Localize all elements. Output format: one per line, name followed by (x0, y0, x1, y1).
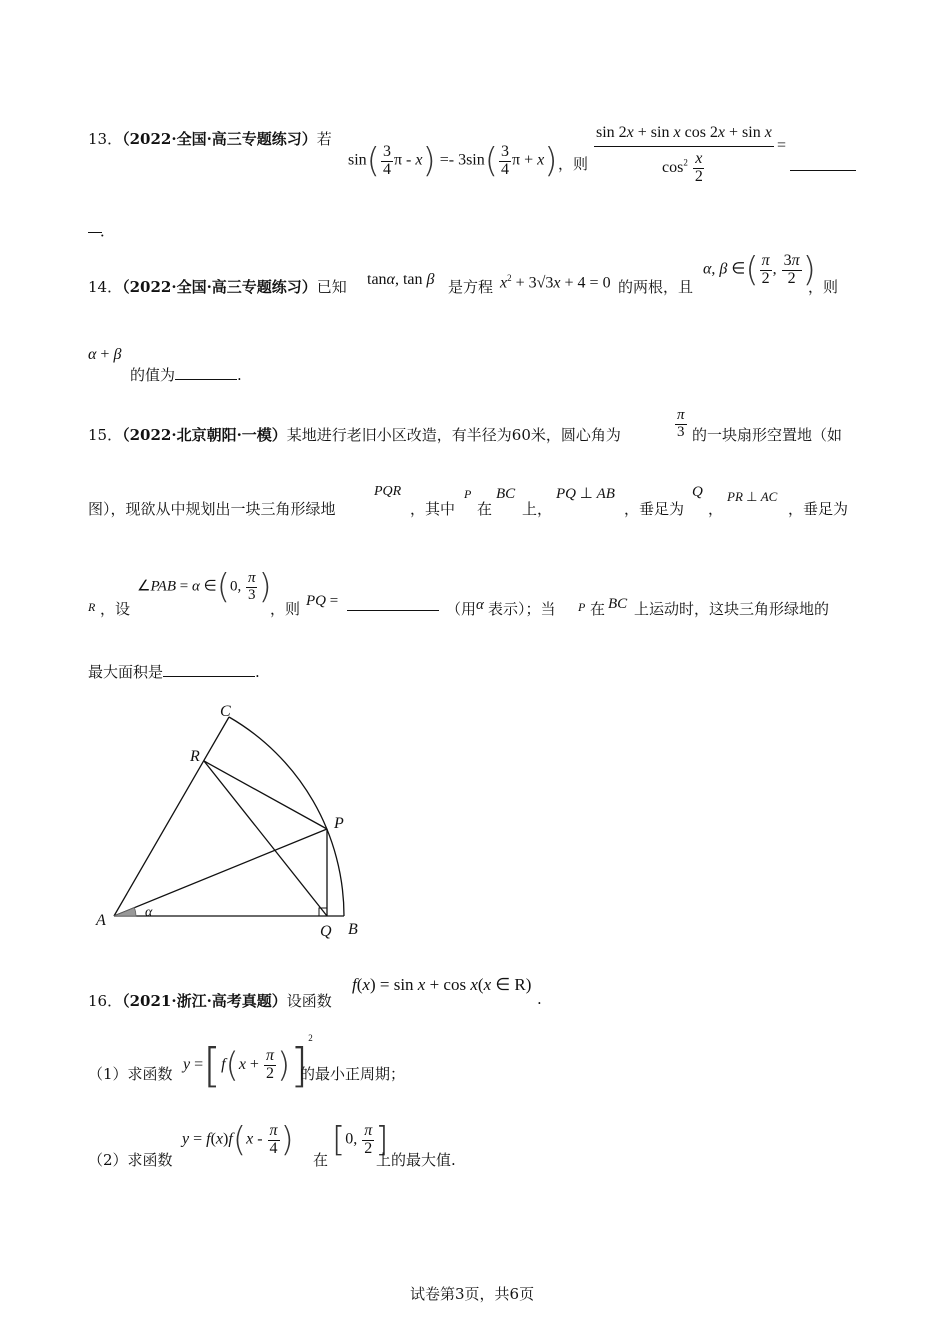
q15-angle-pab: ∠PAB = α ∈(0, $\frac{\pi}{3}$ ) (137, 567, 272, 607)
q15-answer-blank-2[interactable] (163, 662, 255, 677)
question-16 (88, 990, 332, 1011)
q16-part-2-mid: 在 (313, 1151, 329, 1169)
label-q: Q (320, 923, 332, 940)
q15-text-15: 上运动时，这块三角形绿地的 (634, 600, 830, 618)
q15-pr-perp-ac: PR ⊥ AC (727, 489, 778, 504)
q14-interval: α, β ∈( $\frac{\pi}{2}$ , $\frac{3\pi}{2}$ ) (703, 250, 816, 290)
q15-p-1: P (464, 487, 472, 501)
q13-equation: sin( $\frac{3}{4}$ π - x) =- 3sin( $\frac{3}{4}$ π + x) (348, 141, 558, 181)
q16-part-1-prefix: （1）求函数 (88, 1065, 173, 1083)
q14-tan-alpha-beta: tanα, tan β (367, 271, 435, 288)
question-13 (88, 128, 332, 149)
q15-text-2: 的一块扇形空置地（如 (692, 426, 843, 444)
q15-text-4: ，其中 (410, 500, 456, 518)
q15-r: R (88, 600, 96, 614)
q14-source: （2022·全国·高三专题练习） (122, 278, 317, 296)
q15-pq-perp-ab: PQ ⊥ AB (556, 486, 615, 502)
q16-part-1-expression: y =[f(x + $\frac{\pi}{2}$ )]$^2$ (183, 1033, 313, 1093)
q15-line-4: 最大面积是 . (88, 663, 260, 681)
q15-text-14: 在 (590, 600, 606, 618)
segment-ap (114, 829, 327, 916)
q14-text-2: 是方程 (448, 278, 494, 296)
q16-part-2-prefix: （2）求函数 (88, 1151, 173, 1169)
q13-text-1: 若 (316, 130, 332, 148)
q14-alpha-plus-beta: α + β (88, 346, 122, 363)
q13-source: （2022·全国·高三专题练习） (122, 130, 317, 148)
q15-arc-bc-2: BC (608, 596, 628, 612)
q15-source: （2022·北京朝阳·一模） (122, 426, 287, 444)
q13-text-2: ，则 (558, 155, 589, 173)
q14-answer-blank[interactable] (175, 365, 237, 380)
q16-number: 16． (88, 992, 123, 1010)
q16-part-2-expression: y = f(x)f(x - $\frac{\pi}{4}$ ) (182, 1120, 294, 1160)
q15-q: Q (692, 484, 703, 500)
q13-equals: = (777, 137, 787, 154)
q15-pqr: PQR (374, 484, 402, 499)
label-a: A (96, 912, 106, 929)
question-15 (88, 424, 621, 445)
q15-answer-blank-1[interactable] (347, 596, 439, 611)
label-b: B (348, 921, 358, 938)
q13-fraction-expression: sin 2x + sin x cos 2x + sin x $\cos^2$ $\frac{x}{2}$ (596, 124, 772, 185)
q16-part-1-suffix: 的最小正周期； (300, 1065, 406, 1083)
sector-figure (90, 698, 380, 948)
q13-text-3: ． (100, 222, 116, 240)
q14-text-5: 的值为 . (130, 366, 242, 384)
q15-text-3: 图），现欲从中规划出一块三角形绿地 (88, 500, 336, 518)
q16-source: （2021·浙江·高考真题） (122, 992, 287, 1010)
q14-text-4: ，则 (808, 278, 839, 296)
q16-part-2-suffix: 上的最大值. (376, 1151, 456, 1169)
q15-pq-equals: PQ = (306, 593, 339, 609)
q15-text-9: ，垂足为 (788, 500, 849, 518)
q14-number: 14． (88, 278, 123, 296)
q16-text-2: . (537, 990, 542, 1008)
segment-ac (114, 717, 229, 916)
q15-alpha: α (476, 597, 484, 613)
q15-text-7: ，垂足为 (624, 500, 685, 518)
label-alpha: α (145, 905, 153, 920)
q16-function: f(x) = sin x + cos x(x ∈ R) (352, 975, 532, 994)
q15-text-10: ，设 (100, 600, 131, 618)
segment-pr (204, 761, 327, 829)
q14-equation: $x^2 + 3√3x + 4 = 0$ (500, 273, 611, 292)
q15-p-2: P (578, 600, 586, 614)
q14-text-1: 已知 (316, 278, 347, 296)
q15-text-8: ， (708, 500, 724, 518)
q15-text-12: （用 (446, 600, 477, 618)
q16-part-2-interval: [0, $\frac{\pi}{2}$ ] (332, 1120, 389, 1160)
page-footer: 试卷第3页，共6页 (410, 1285, 535, 1303)
q15-pi-over-3: $\frac{\pi}{3}$ (677, 407, 685, 440)
q15-text-1: 某地进行老旧小区改造，有半径为60米，圆心角为 (286, 426, 621, 444)
q15-text-11: ，则 (270, 600, 301, 618)
label-c: C (220, 703, 231, 720)
q15-text-6: 上， (522, 500, 553, 518)
q16-text-1: 设函数 (286, 992, 332, 1010)
label-r: R (190, 748, 200, 765)
question-14 (88, 276, 347, 297)
angle-alpha-mark (114, 908, 136, 916)
q15-number: 15． (88, 426, 123, 444)
q13-answer-blank[interactable] (790, 156, 856, 171)
q14-text-3: 的两根，且 (618, 278, 694, 296)
q13-number: 13． (88, 130, 123, 148)
segment-rq (204, 761, 327, 916)
q15-text-5: 在 (477, 500, 493, 518)
q15-text-13: 表示）；当 (488, 600, 556, 618)
label-p: P (334, 815, 344, 832)
q15-arc-bc-1: BC (496, 486, 516, 502)
